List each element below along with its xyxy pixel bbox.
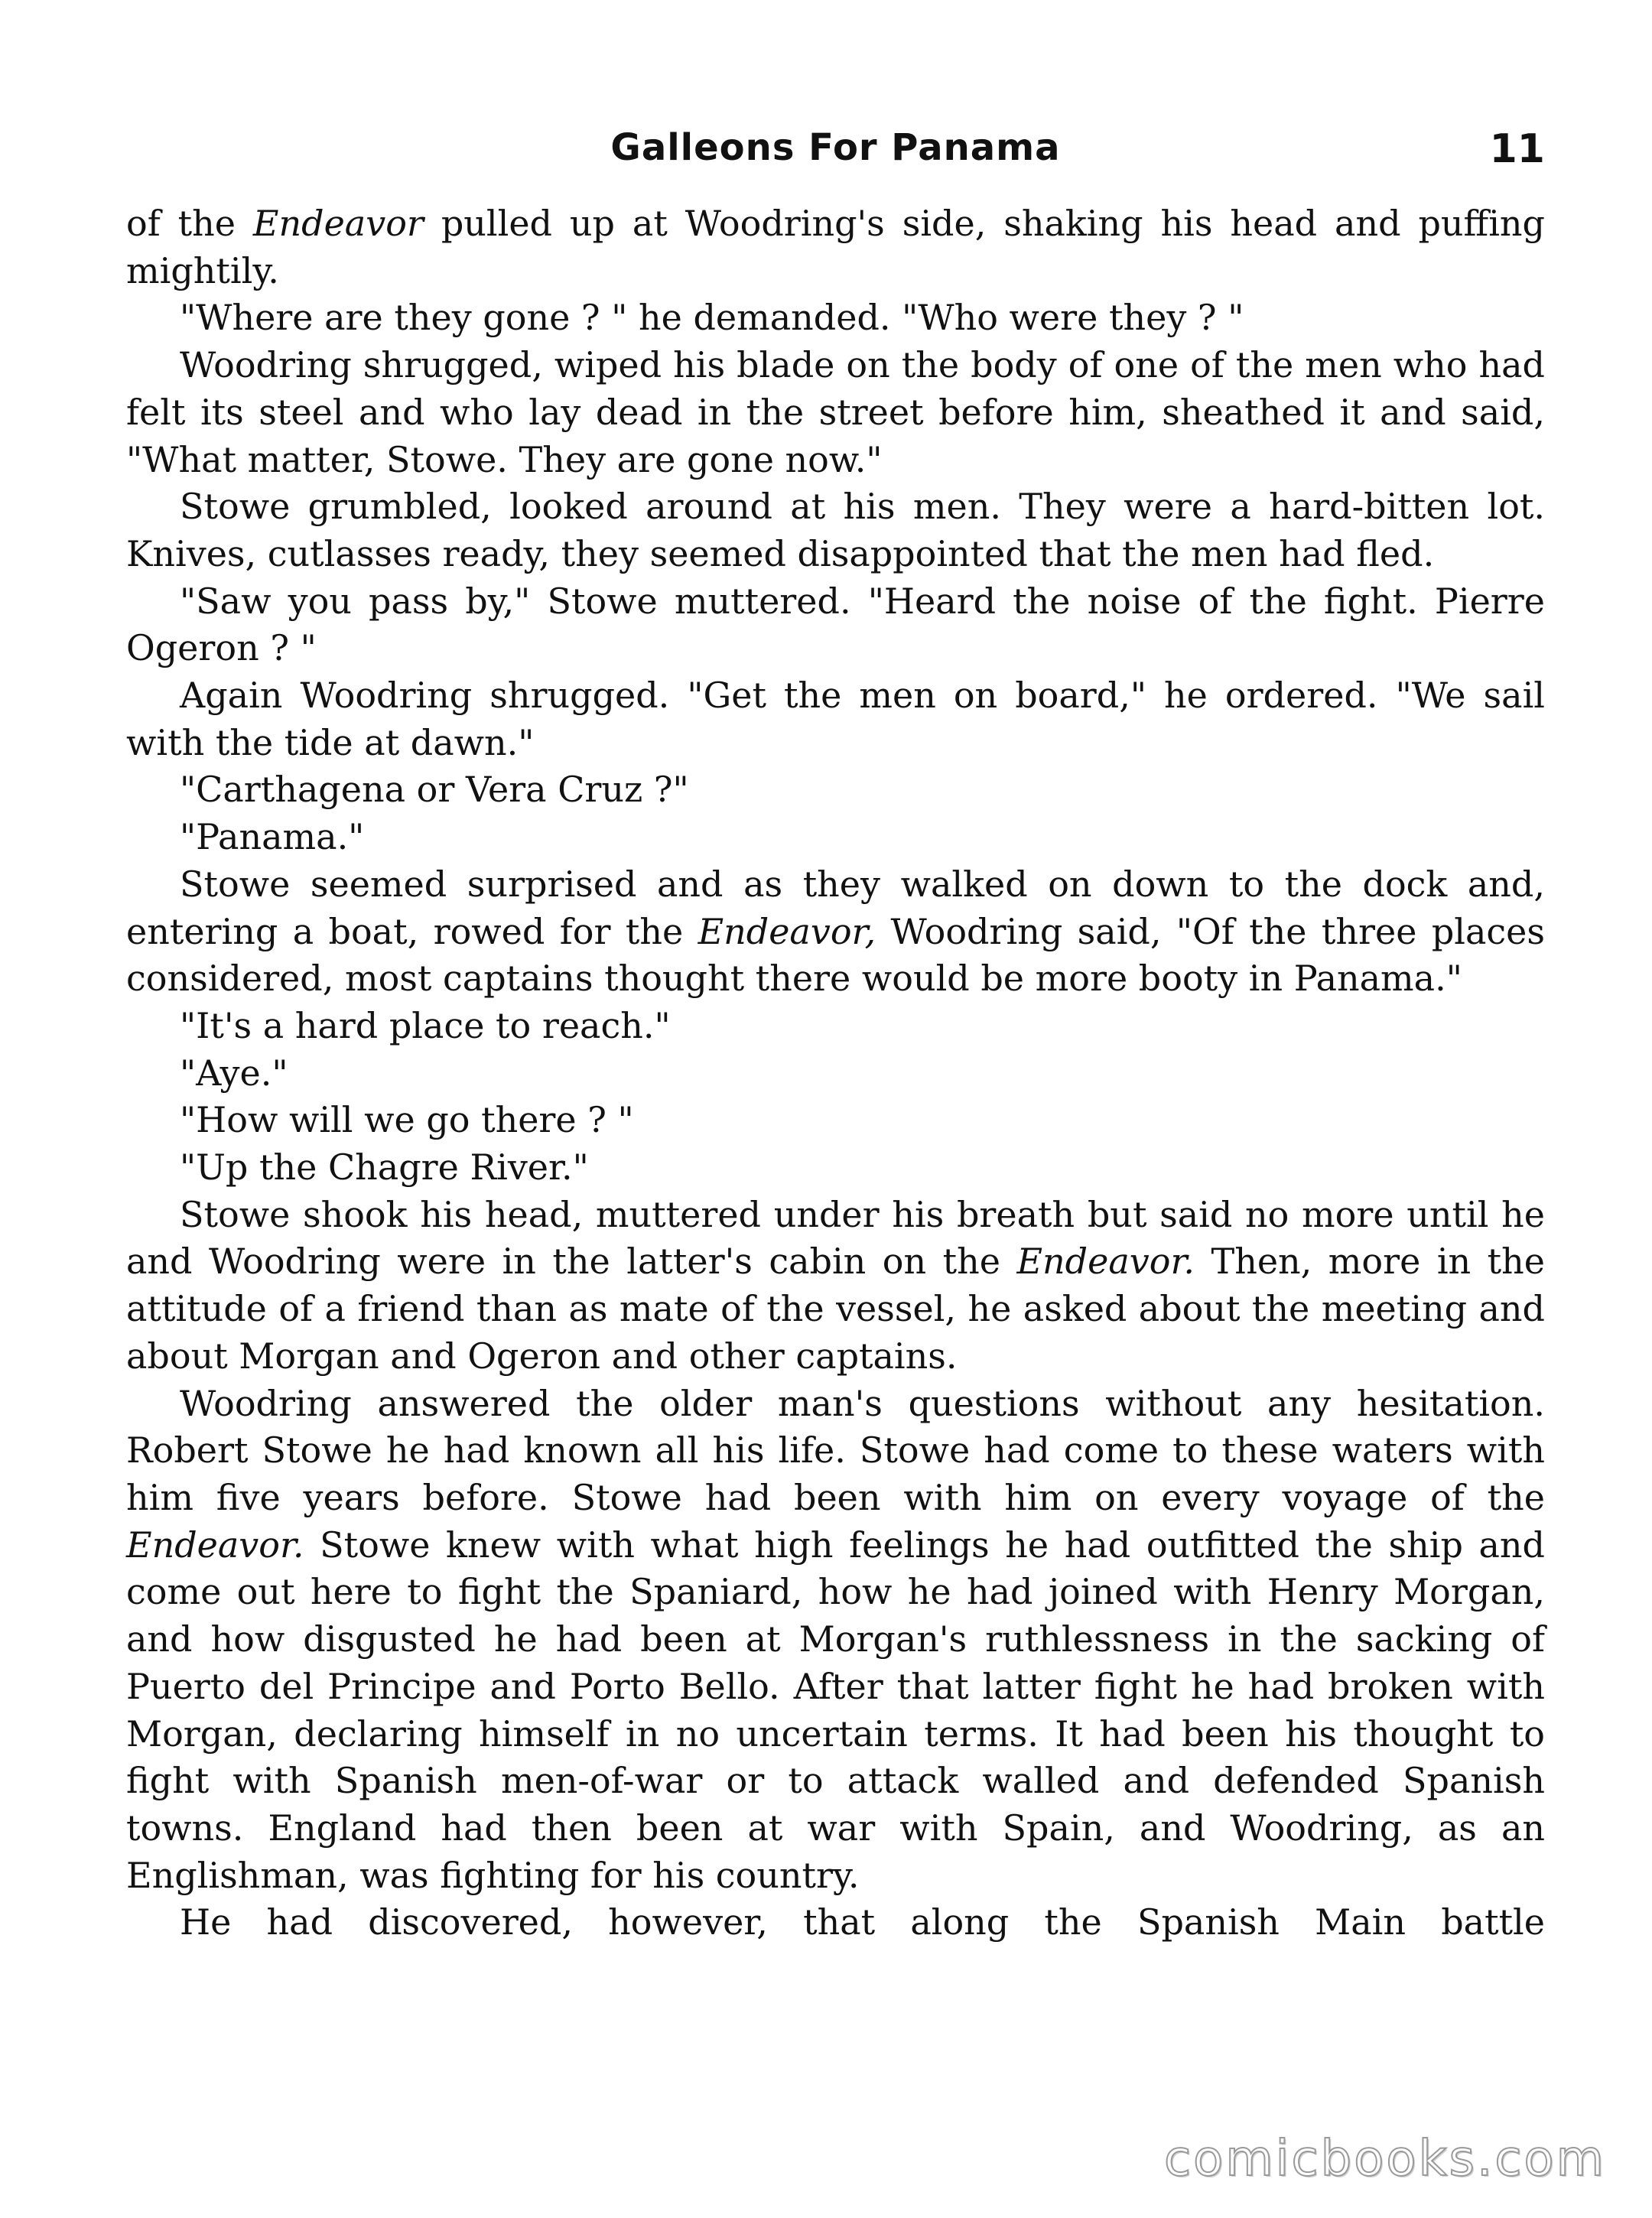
paragraph xyxy=(126,578,1545,672)
text-run: "How will we go there ? " xyxy=(180,1099,634,1141)
text-run: Stowe grumbled, looked around at his men. They were a hard-bitten lot. Knives, cutlasses ready, they seemed disappointed that the men had fled. xyxy=(126,486,1545,574)
running-title: Galleons For Panama xyxy=(610,126,1061,169)
paragraph xyxy=(126,766,1545,814)
text-run: pulled up at Woodring's side, shaking his head and puffing mightily. xyxy=(126,203,1545,291)
paragraph xyxy=(126,1003,1545,1050)
paragraph xyxy=(126,1144,1545,1192)
paragraph xyxy=(126,294,1545,342)
italic-ship-name: Endeavor. xyxy=(126,1524,304,1566)
italic-ship-name: Endeavor, xyxy=(698,910,876,952)
watermark: comicbooks.com xyxy=(1163,2131,1606,2187)
text-run: "Where are they gone ? " he demanded. "Who were they ? " xyxy=(180,297,1244,339)
text-run: Stowe knew with what high feelings he had outfitted the ship and come out here to fight the Spaniard, how he had joined with Henry Morgan, and how disgusted he had been at Morgan's ruthlessness in the sacking of Puerto del Principe and Porto Bello. After that latter fight he had broken with Morgan, declaring himself in no uncertain terms. It had been his thought to fight with Spanish men-of-war or to attack walled and defended Spanish towns. England had then been at war with Spain, and Woodring, as an Englishman, was fighting for his country. xyxy=(126,1524,1545,1896)
paragraph xyxy=(126,1050,1545,1098)
text-run: of the xyxy=(126,203,253,244)
paragraph xyxy=(126,1899,1545,1946)
text-run: "Carthagena or Vera Cruz ?" xyxy=(180,769,689,811)
text-run: "Saw you pass by," Stowe muttered. "Heard the noise of the fight. Pierre Ogeron ? " xyxy=(126,580,1545,669)
text-run: He had discovered, however, that along the Spanish Main battle xyxy=(180,1901,1545,1943)
paragraph xyxy=(126,200,1545,294)
paragraph xyxy=(126,483,1545,577)
text-run: Then, more in the attitude of a friend than as mate of the vessel, he asked about the meeting and about Morgan and Ogeron and other captains. xyxy=(126,1241,1545,1377)
text-run: "Panama." xyxy=(180,816,365,858)
paragraph xyxy=(126,814,1545,861)
page-header xyxy=(126,126,1545,180)
text-run: "It's a hard place to reach." xyxy=(180,1004,671,1046)
text-run: Stowe shook his head, muttered under his breath but said no more until he and Woodring were in the latter's cabin on the xyxy=(126,1193,1545,1283)
text-run: "Up the Chagre River." xyxy=(180,1146,589,1189)
italic-ship-name: Endeavor. xyxy=(1016,1241,1195,1283)
paragraph xyxy=(126,672,1545,766)
text-run: Woodring answered the older man's questions without any hesitation. Robert Stowe he had known all his life. Stowe had come to these waters with him five years before. Stowe had been with him on every voyage of the xyxy=(126,1382,1545,1518)
text-run: Woodring said, "Of the three places considered, most captains thought there would be more booty in Panama." xyxy=(126,910,1545,1000)
text-run: Woodring shrugged, wiped his blade on the body of one of the men who had felt its steel and who lay dead in the street before him, sheathed it and said, "What matter, Stowe. They are gone now." xyxy=(126,344,1545,480)
paragraph xyxy=(126,861,1545,1003)
text-run: "Aye." xyxy=(180,1052,288,1094)
body-text xyxy=(126,200,1545,1946)
text-run: Again Woodring shrugged. "Get the men on board," he ordered. "We sail with the tide at dawn." xyxy=(126,675,1545,763)
italic-ship-name: Endeavor xyxy=(252,203,424,244)
text-run: Stowe seemed surprised and as they walked on down to the dock and, entering a boat, rowed for the xyxy=(126,863,1545,952)
page-number: 11 xyxy=(1489,126,1545,172)
paragraph xyxy=(126,1192,1545,1381)
paragraph xyxy=(126,342,1545,483)
paragraph xyxy=(126,1097,1545,1144)
paragraph xyxy=(126,1381,1545,1900)
